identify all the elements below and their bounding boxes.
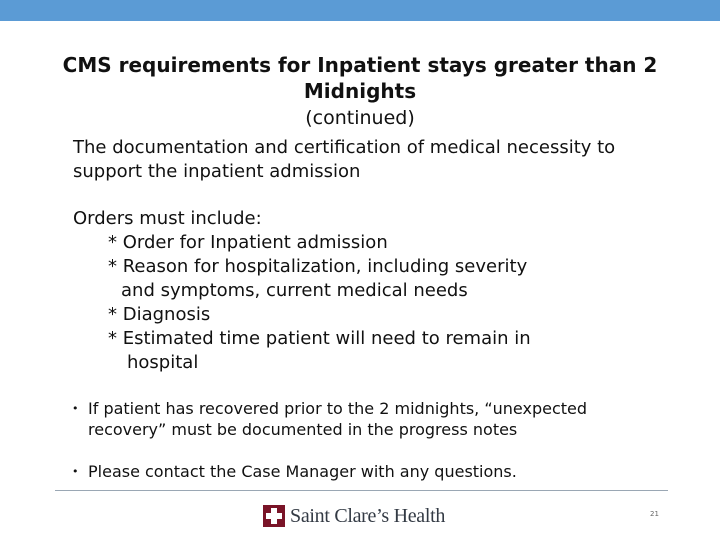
intro-line1: The documentation and certification of medical necessity to (73, 137, 616, 158)
intro-line2: support the inpatient admission (73, 161, 361, 182)
bullet-marker: • (72, 402, 79, 415)
order-item-reason-continued: and symptoms, current medical needs (121, 280, 468, 301)
top-accent-bar (0, 0, 720, 21)
page-number: 21 (650, 510, 659, 518)
footer-divider (55, 490, 668, 491)
slide-title-line2: Midnights (303, 79, 417, 103)
bullet-text-line1: If patient has recovered prior to the 2 midnights, “unexpected (88, 399, 588, 418)
slide-subtitle: (continued) (305, 107, 415, 129)
order-item-estimated-time: * Estimated time patient will need to remain in (108, 328, 531, 349)
bullet-item-recovery (72, 398, 672, 440)
order-item-diagnosis: * Diagnosis (108, 304, 211, 325)
slide-title (40, 52, 680, 104)
order-item-admission: * Order for Inpatient admission (108, 232, 388, 253)
bullet-text (88, 398, 668, 440)
bullet-item-contact (72, 461, 672, 482)
orders-heading: Orders must include: (73, 208, 262, 229)
slide-title-line1: CMS requirements for Inpatient stays greater than 2 (62, 53, 658, 77)
bullet-text-line2: recovery” must be documented in the progress notes (88, 420, 518, 439)
bullet-marker: • (72, 465, 79, 478)
order-item-estimated-time-continued: hospital (127, 352, 199, 373)
intro-paragraph (73, 136, 673, 184)
bullet-text: Please contact the Case Manager with any questions. (88, 462, 517, 481)
cross-icon (263, 505, 285, 527)
order-item-reason: * Reason for hospitalization, including severity (108, 256, 528, 277)
saint-clares-health-logo (263, 502, 445, 530)
logo-text: Saint Clare’s Health (290, 504, 446, 527)
